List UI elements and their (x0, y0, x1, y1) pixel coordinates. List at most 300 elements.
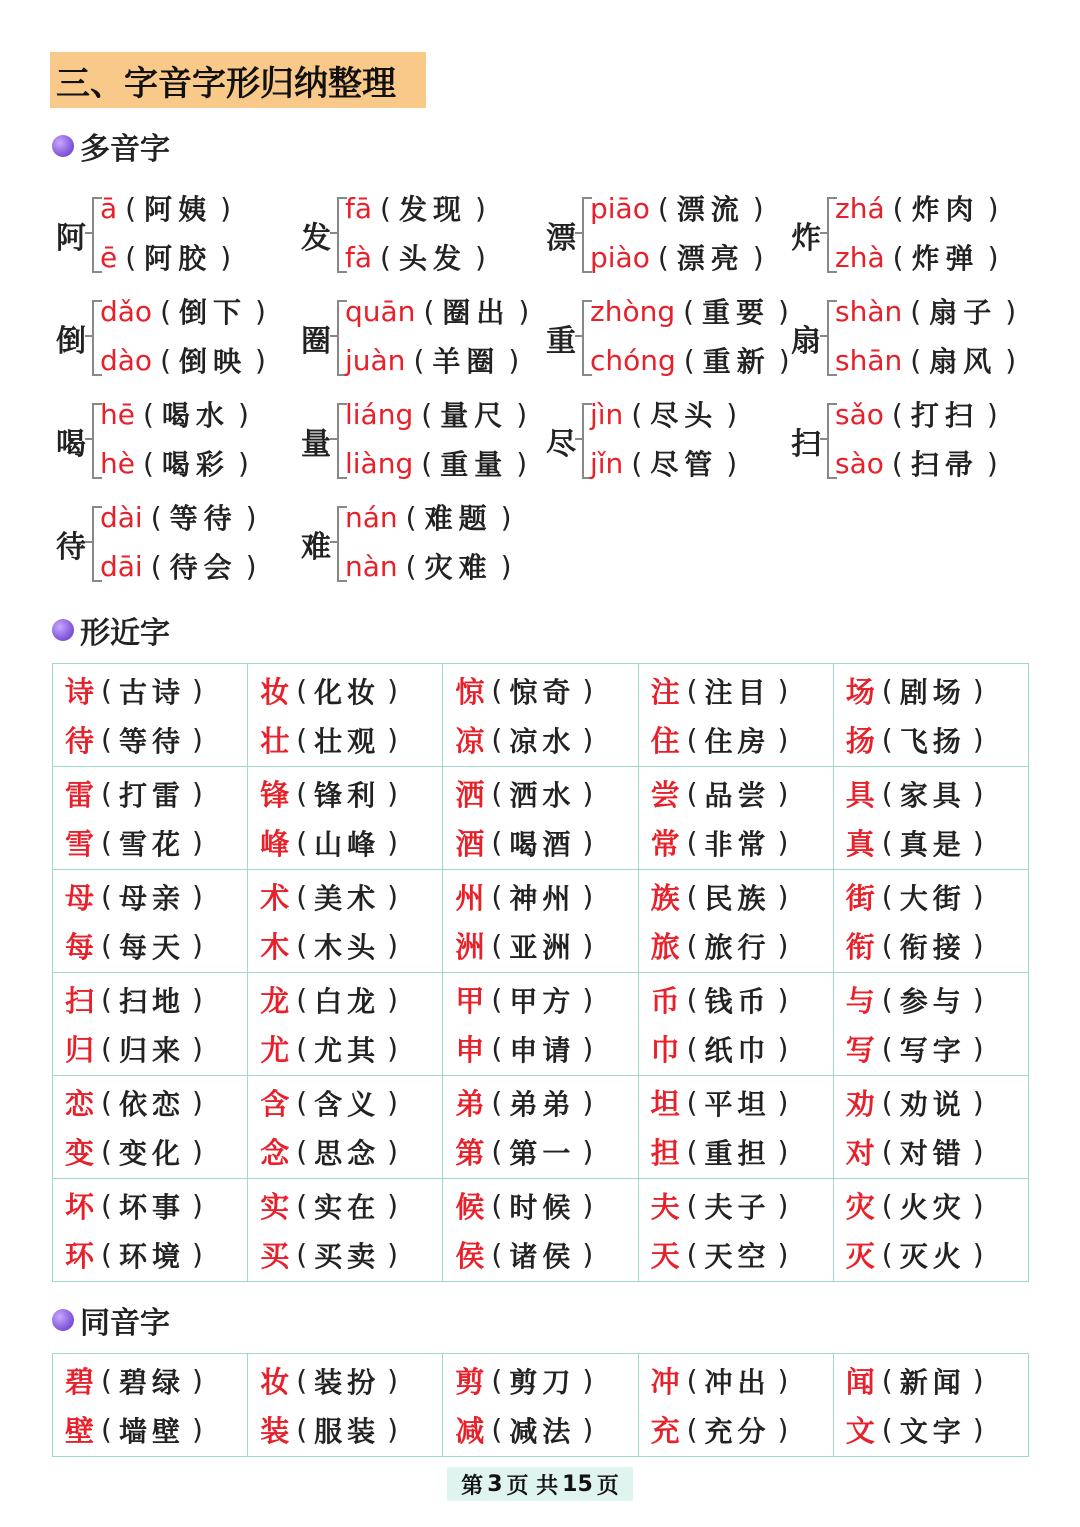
close-paren: ) (972, 1238, 984, 1271)
example-word: 打扫 (910, 399, 979, 432)
open-paren: ( (686, 723, 698, 756)
close-paren: ) (777, 1238, 789, 1271)
polyphonic-char: 扫 (791, 427, 821, 462)
example-word: 品尝 (704, 778, 771, 812)
open-paren: ( (296, 1189, 308, 1222)
highlight-char: 峰 (260, 827, 290, 861)
highlight-char: 文 (845, 1414, 875, 1448)
close-paren: ) (777, 1189, 789, 1222)
close-paren: ) (387, 1413, 399, 1446)
example-word: 住房 (704, 724, 771, 758)
reading-line (345, 337, 527, 383)
pair-line (260, 666, 442, 715)
char-pair-cell (638, 870, 833, 973)
highlight-char: 环 (65, 1239, 95, 1273)
highlight-char: 恋 (65, 1087, 95, 1121)
polyphonic-item (791, 389, 1036, 489)
pair-line (260, 1356, 442, 1405)
footer-page-number: 3 (487, 1471, 503, 1497)
reading-line (100, 185, 239, 231)
pair-line (260, 921, 442, 970)
open-paren: ( (491, 1413, 503, 1446)
table-row (53, 664, 1029, 767)
close-paren: ) (582, 1238, 594, 1271)
close-paren: ) (500, 500, 512, 534)
char-pair-cell (53, 1179, 248, 1282)
open-paren: ( (101, 983, 112, 1016)
close-paren: ) (777, 826, 789, 859)
highlight-char: 洒 (455, 778, 485, 812)
pair-line (651, 1405, 833, 1454)
highlight-char: 壁 (65, 1414, 95, 1448)
polyphonic-char: 尽 (546, 427, 576, 462)
open-paren: ( (380, 240, 391, 274)
polyphonic-item (791, 286, 1036, 386)
open-paren: ( (142, 446, 154, 480)
example-word: 白龙 (314, 984, 381, 1018)
open-paren: ( (491, 723, 503, 756)
open-paren: ( (881, 1086, 893, 1119)
pinyin: liàng (345, 446, 414, 480)
close-paren: ) (752, 240, 764, 274)
polyphonic-char: 炸 (791, 221, 821, 256)
close-paren: ) (972, 1413, 984, 1446)
open-paren: ( (405, 500, 417, 534)
open-paren: ( (491, 1238, 503, 1271)
char-pair-cell (248, 1179, 443, 1282)
pair-line (846, 1356, 1028, 1405)
polyphonic-char: 漂 (546, 221, 576, 256)
highlight-char: 凉 (455, 724, 485, 758)
open-paren: ( (101, 1135, 112, 1168)
example-word: 圈出 (442, 296, 511, 329)
example-word: 弟弟 (509, 1087, 576, 1121)
pair-line (455, 1356, 637, 1405)
close-paren: ) (474, 240, 486, 274)
example-word: 锋利 (314, 778, 381, 812)
example-word: 洒水 (509, 778, 576, 812)
pair-line (455, 1127, 637, 1176)
open-paren: ( (881, 1135, 893, 1168)
open-paren: ( (101, 1086, 112, 1119)
bullet-dot-icon (52, 1309, 74, 1331)
open-paren: ( (686, 1032, 698, 1065)
pair-line (65, 769, 247, 818)
example-word: 剧场 (899, 675, 966, 709)
close-paren: ) (500, 549, 512, 583)
polyphonic-char: 扇 (791, 324, 821, 359)
open-paren: ( (881, 983, 893, 1016)
homophone-chars-table (52, 1353, 1029, 1457)
open-paren: ( (380, 191, 391, 225)
open-paren: ( (686, 1086, 698, 1119)
open-paren: ( (491, 674, 503, 707)
footer-mid: 页 共 (506, 1473, 559, 1499)
open-paren: ( (491, 1364, 503, 1397)
close-paren: ) (220, 240, 232, 274)
close-paren: ) (191, 983, 203, 1016)
close-paren: ) (245, 549, 257, 583)
close-paren: ) (191, 723, 203, 756)
close-paren: ) (582, 929, 594, 962)
example-word: 等待 (169, 502, 238, 535)
reading-line (100, 234, 239, 280)
close-paren: ) (191, 1032, 203, 1065)
highlight-char: 雪 (65, 827, 95, 861)
open-paren: ( (101, 1413, 112, 1446)
similar-chars-table (52, 663, 1029, 1282)
highlight-char: 洲 (455, 930, 485, 964)
char-pair-cell (443, 1354, 638, 1457)
reading-line (345, 391, 535, 437)
example-word: 神州 (509, 881, 576, 915)
pair-line (846, 818, 1028, 867)
polyphonic-char: 喝 (56, 427, 86, 462)
example-word: 旅行 (704, 930, 771, 964)
reading-line (100, 440, 257, 486)
char-pair-cell (248, 870, 443, 973)
close-paren: ) (777, 929, 789, 962)
pair-line (846, 1405, 1028, 1454)
open-paren: ( (881, 826, 893, 859)
open-paren: ( (421, 397, 433, 431)
open-paren: ( (491, 1032, 503, 1065)
close-paren: ) (726, 446, 738, 480)
pinyin: piāo (590, 191, 650, 225)
pinyin: chóng (590, 343, 676, 377)
open-paren: ( (101, 1032, 112, 1065)
example-word: 碧绿 (118, 1365, 185, 1399)
highlight-char: 闻 (845, 1365, 875, 1399)
close-paren: ) (1005, 294, 1017, 328)
reading-line (100, 288, 274, 334)
char-pair-cell (53, 973, 248, 1076)
pair-line (65, 666, 247, 715)
highlight-char: 尝 (650, 778, 680, 812)
highlight-char: 壮 (260, 724, 290, 758)
close-paren: ) (777, 1413, 789, 1446)
close-paren: ) (972, 983, 984, 1016)
close-paren: ) (387, 1032, 399, 1065)
close-paren: ) (387, 1189, 399, 1222)
example-word: 实在 (314, 1190, 381, 1224)
open-paren: ( (881, 1238, 893, 1271)
example-word: 扇子 (929, 296, 998, 329)
close-paren: ) (191, 1238, 203, 1271)
example-word: 凉水 (509, 724, 576, 758)
example-word: 待会 (169, 551, 238, 584)
reading-line (100, 337, 274, 383)
open-paren: ( (101, 777, 112, 810)
example-word: 每天 (118, 930, 185, 964)
close-paren: ) (191, 929, 203, 962)
pair-line (651, 666, 833, 715)
reading-line (835, 185, 1007, 231)
highlight-char: 写 (845, 1033, 875, 1067)
pinyin: fà (345, 240, 373, 274)
char-pair-cell (638, 1179, 833, 1282)
open-paren: ( (142, 397, 154, 431)
example-word: 钱币 (704, 984, 771, 1018)
char-pair-cell (638, 973, 833, 1076)
pair-line (260, 1230, 442, 1279)
pair-line (846, 872, 1028, 921)
close-paren: ) (582, 1413, 594, 1446)
highlight-char: 劝 (845, 1087, 875, 1121)
open-paren: ( (686, 880, 698, 913)
close-paren: ) (972, 777, 984, 810)
char-pair-cell (53, 1076, 248, 1179)
open-paren: ( (101, 674, 112, 707)
pinyin: zhòng (590, 294, 676, 328)
polyphonic-char: 倒 (56, 324, 86, 359)
example-word: 阿姨 (144, 193, 213, 226)
pinyin: nán (345, 500, 398, 534)
close-paren: ) (191, 1364, 203, 1397)
example-word: 扫帚 (910, 448, 979, 481)
highlight-char: 含 (260, 1087, 290, 1121)
close-paren: ) (508, 343, 520, 377)
example-word: 新闻 (899, 1365, 966, 1399)
reading-line (345, 440, 535, 486)
open-paren: ( (881, 1189, 893, 1222)
close-paren: ) (387, 983, 399, 1016)
example-word: 尽头 (650, 399, 719, 432)
open-paren: ( (296, 1086, 308, 1119)
close-paren: ) (986, 397, 998, 431)
open-paren: ( (491, 929, 503, 962)
close-paren: ) (777, 1032, 789, 1065)
polyphonic-char: 重 (546, 324, 576, 359)
open-paren: ( (150, 500, 162, 534)
example-word: 倒映 (179, 345, 248, 378)
open-paren: ( (296, 880, 308, 913)
char-pair-cell (833, 1179, 1028, 1282)
open-paren: ( (491, 826, 503, 859)
example-word: 对错 (899, 1136, 966, 1170)
close-paren: ) (582, 1364, 594, 1397)
example-word: 倒下 (179, 296, 248, 329)
close-paren: ) (972, 723, 984, 756)
open-paren: ( (296, 723, 308, 756)
open-paren: ( (686, 674, 698, 707)
open-paren: ( (101, 929, 112, 962)
close-paren: ) (582, 1086, 594, 1119)
pair-line (65, 818, 247, 867)
example-word: 文字 (899, 1414, 966, 1448)
pair-line (846, 715, 1028, 764)
reading-line (100, 391, 257, 437)
close-paren: ) (778, 294, 789, 328)
close-paren: ) (777, 1364, 789, 1397)
example-word: 母亲 (118, 881, 185, 915)
example-word: 化妆 (314, 675, 381, 709)
char-pair-cell (248, 1354, 443, 1457)
reading-line (345, 543, 520, 589)
pinyin: dào (100, 343, 153, 377)
pinyin: liáng (345, 397, 414, 431)
highlight-char: 坦 (650, 1087, 680, 1121)
char-pair-cell (443, 1076, 638, 1179)
char-pair-cell (443, 767, 638, 870)
example-word: 甲方 (509, 984, 576, 1018)
example-word: 重量 (440, 448, 509, 481)
highlight-char: 注 (650, 675, 680, 709)
highlight-char: 具 (845, 778, 875, 812)
char-pair-cell (443, 973, 638, 1076)
example-word: 真是 (899, 827, 966, 861)
example-word: 归来 (118, 1033, 185, 1067)
close-paren: ) (582, 674, 594, 707)
close-paren: ) (972, 880, 984, 913)
example-word: 头发 (398, 242, 467, 275)
pinyin: nàn (345, 549, 398, 583)
table-row (53, 1179, 1029, 1282)
close-paren: ) (191, 674, 203, 707)
highlight-char: 诗 (65, 675, 95, 709)
example-word: 阿胶 (144, 242, 213, 275)
pair-line (455, 872, 637, 921)
reading-line (835, 337, 1024, 383)
close-paren: ) (582, 826, 594, 859)
pair-line (846, 1181, 1028, 1230)
polyphonic-item (56, 183, 301, 283)
pair-line (455, 715, 637, 764)
open-paren: ( (491, 983, 503, 1016)
pinyin: sǎo (835, 397, 884, 431)
pair-line (846, 769, 1028, 818)
open-paren: ( (296, 674, 308, 707)
highlight-char: 酒 (455, 827, 485, 861)
example-word: 思念 (314, 1136, 381, 1170)
pinyin: zhá (835, 191, 885, 225)
close-paren: ) (752, 191, 764, 225)
pair-line (260, 975, 442, 1024)
open-paren: ( (686, 983, 698, 1016)
reading-line (100, 494, 265, 540)
example-word: 尤其 (314, 1033, 381, 1067)
char-pair-cell (833, 1076, 1028, 1179)
example-word: 灭火 (899, 1239, 966, 1273)
section-polyphonic-heading (52, 126, 170, 166)
highlight-char: 减 (455, 1414, 485, 1448)
highlight-char: 变 (65, 1136, 95, 1170)
char-pair-cell (248, 973, 443, 1076)
polyphonic-item (546, 389, 791, 489)
reading-line (345, 288, 537, 334)
highlight-char: 每 (65, 930, 95, 964)
highlight-char: 归 (65, 1033, 95, 1067)
highlight-char: 申 (455, 1033, 485, 1067)
reading-line (590, 391, 745, 437)
highlight-char: 术 (260, 881, 290, 915)
example-word: 重新 (702, 345, 771, 378)
char-pair-cell (638, 1076, 833, 1179)
bullet-dot-icon (52, 135, 74, 157)
char-pair-cell (248, 767, 443, 870)
reading-line (835, 288, 1024, 334)
highlight-char: 冲 (650, 1365, 680, 1399)
example-word: 环境 (118, 1239, 185, 1273)
char-pair-cell (833, 1354, 1028, 1457)
example-word: 重担 (704, 1136, 771, 1170)
close-paren: ) (191, 880, 203, 913)
close-paren: ) (986, 446, 998, 480)
example-word: 平坦 (704, 1087, 771, 1121)
pair-line (65, 1078, 247, 1127)
open-paren: ( (125, 240, 137, 274)
close-paren: ) (237, 446, 249, 480)
open-paren: ( (891, 397, 903, 431)
char-pair-cell (833, 767, 1028, 870)
footer-suffix: 页 (596, 1473, 619, 1499)
char-pair-cell (833, 664, 1028, 767)
pair-line (260, 1405, 442, 1454)
reading-line (100, 543, 265, 589)
section-similar-label: 形近字 (80, 616, 170, 651)
highlight-char: 剪 (455, 1365, 485, 1399)
close-paren: ) (972, 1135, 984, 1168)
highlight-char: 与 (845, 984, 875, 1018)
close-paren: ) (387, 1238, 399, 1271)
open-paren: ( (881, 1032, 893, 1065)
example-word: 扫地 (118, 984, 185, 1018)
example-word: 量尺 (440, 399, 509, 432)
highlight-char: 雷 (65, 778, 95, 812)
close-paren: ) (516, 397, 528, 431)
example-word: 等待 (118, 724, 185, 758)
pair-line (65, 1405, 247, 1454)
pinyin: dāi (100, 549, 143, 583)
pair-line (651, 769, 833, 818)
close-paren: ) (777, 777, 789, 810)
table-row (53, 870, 1029, 973)
example-word: 衔接 (899, 930, 966, 964)
pair-line (651, 818, 833, 867)
pair-line (455, 1230, 637, 1279)
highlight-char: 充 (650, 1414, 680, 1448)
pair-line (65, 975, 247, 1024)
example-word: 尽管 (650, 448, 719, 481)
pair-line (651, 715, 833, 764)
pinyin: ā (100, 191, 118, 225)
example-word: 难题 (424, 502, 493, 535)
table-row (53, 1354, 1029, 1457)
reading-line (590, 288, 797, 334)
highlight-char: 装 (260, 1414, 290, 1448)
close-paren: ) (474, 191, 486, 225)
close-paren: ) (387, 1086, 399, 1119)
pair-line (651, 975, 833, 1024)
example-word: 打雷 (118, 778, 185, 812)
reading-line (835, 234, 1007, 280)
pair-line (455, 1078, 637, 1127)
pair-line (260, 715, 442, 764)
close-paren: ) (1005, 343, 1017, 377)
close-paren: ) (191, 1135, 203, 1168)
pair-line (846, 921, 1028, 970)
highlight-char: 妆 (260, 675, 290, 709)
example-word: 亚洲 (509, 930, 576, 964)
pinyin: jìn (590, 397, 624, 431)
close-paren: ) (387, 929, 399, 962)
close-paren: ) (972, 1364, 984, 1397)
close-paren: ) (777, 674, 789, 707)
example-word: 含义 (314, 1087, 381, 1121)
char-pair-cell (638, 767, 833, 870)
example-word: 天空 (704, 1239, 771, 1273)
example-word: 写字 (899, 1033, 966, 1067)
